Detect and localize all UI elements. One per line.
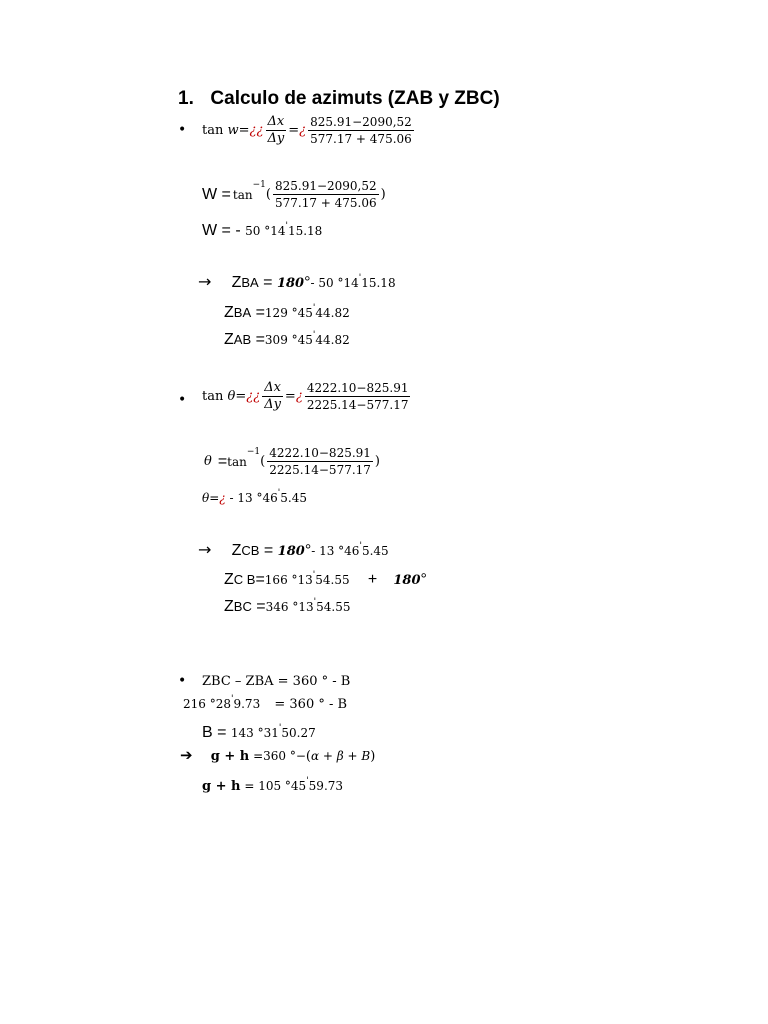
numerator: 825.91−2090,52 (310, 115, 412, 129)
denominator: 2225.14−577.17 (306, 398, 409, 412)
minute-mark: ' (359, 541, 362, 552)
equals-sign: = (238, 123, 250, 138)
delta-fraction (262, 380, 283, 413)
zcb-value-line (224, 569, 427, 589)
seconds: 15.18 (287, 224, 323, 238)
delta-x: Δx (264, 380, 281, 395)
degrees-minutes: - 13 °46 (311, 544, 360, 558)
placeholder-glyph: ¿ (219, 491, 226, 505)
placeholder-glyph: ¿¿ (246, 389, 261, 404)
gh-rhs: =360 °− (249, 749, 306, 763)
tan-fn: tan (232, 187, 253, 202)
seconds: 50.27 (281, 726, 316, 740)
section-title (178, 88, 500, 110)
zbc-value-line (224, 596, 350, 616)
degrees-minutes: 166 °13 (264, 573, 313, 587)
equation-w-arctan (202, 178, 386, 211)
seconds: 44.82 (315, 333, 350, 347)
close-paren: ) (374, 454, 380, 469)
zba-value-line (224, 302, 350, 322)
z-letter: Z (224, 571, 234, 588)
var-theta: θ (202, 491, 210, 505)
z-letter: Z (224, 331, 234, 348)
delta-y: Δy (264, 397, 281, 412)
open-paren: ( (305, 749, 311, 764)
equals-sign: = (209, 491, 220, 505)
z-letter: Z (224, 598, 234, 615)
degree-symbol: ° (420, 571, 427, 588)
equation-tan-w (202, 114, 416, 147)
b-equation: ZBC – ZBA = 360 ° - B (202, 674, 351, 689)
close-paren: ) (380, 187, 386, 202)
arrow-right-icon: ➔ (180, 746, 193, 764)
equals-sign: = (251, 331, 265, 348)
tan-fn: tan (202, 123, 224, 138)
value-fraction (273, 178, 379, 211)
numerator: 4222.10−825.91 (269, 446, 371, 460)
z-letter: Z (231, 274, 242, 291)
placeholder-glyph: ¿¿ (249, 123, 264, 138)
gh-label: g + h (210, 749, 250, 764)
open-paren: ( (260, 454, 266, 469)
denominator: 577.17 + 475.06 (310, 132, 412, 146)
bullet-3: • (178, 673, 187, 689)
denominator: 577.17 + 475.06 (274, 196, 377, 210)
constant-180: 180 (276, 276, 305, 291)
var-theta: θ (227, 389, 236, 404)
degrees-minutes: 129 °45 (264, 306, 313, 320)
close-paren: ) (370, 749, 376, 764)
minute-mark: ' (278, 723, 282, 734)
delta-x: Δx (267, 114, 285, 129)
value-fraction (267, 445, 373, 478)
equals-sign: = (251, 598, 266, 615)
value-fraction (308, 114, 414, 147)
z-letter: Z (231, 542, 242, 559)
minute-mark: ' (306, 776, 309, 787)
equals-sign: = (217, 452, 228, 470)
z-letter: Z (224, 304, 234, 321)
equals-sign: = (240, 779, 259, 793)
z-subscript: AB (233, 332, 252, 347)
var-w: w (227, 123, 239, 138)
zba-calc-line (198, 272, 396, 292)
open-paren: ( (265, 187, 271, 202)
minute-mark: ' (277, 488, 281, 499)
z-subscript: BC (233, 599, 252, 614)
minute-mark: ' (313, 597, 317, 608)
equals-sign: = (259, 542, 278, 559)
equation-tan-theta (202, 380, 412, 413)
arrow-right-icon: → (198, 540, 212, 559)
degree-symbol: ° (304, 274, 311, 291)
tan-fn: tan (202, 389, 224, 404)
gh-value-line (202, 775, 343, 794)
equation-theta-arctan (204, 445, 380, 478)
gh-label: g + h (202, 779, 241, 794)
var-theta: θ (204, 454, 212, 469)
equals-sign: = (255, 571, 265, 588)
inverse-exponent: −1 (252, 180, 266, 190)
minute-mark: ' (358, 273, 362, 284)
inverse-exponent: −1 (246, 447, 261, 457)
w-label: W = (202, 185, 231, 203)
gh-equation-line (180, 745, 375, 764)
delta-fraction (266, 114, 287, 147)
seconds: 9.73 (233, 697, 261, 711)
seconds: 54.55 (315, 573, 350, 587)
seconds: 54.55 (316, 600, 351, 614)
degree-symbol: ° (304, 542, 312, 559)
seconds: 5.45 (280, 491, 307, 505)
constant-180: 180 (277, 544, 305, 559)
degrees-minutes: 105 °45 (258, 779, 307, 793)
placeholder-glyph: ¿ (295, 389, 303, 404)
equals-sign: = (258, 274, 277, 291)
bullet-1: • (178, 122, 187, 138)
b-equation-line-2 (183, 693, 347, 712)
degrees-minutes: - 13 °46 (225, 491, 278, 505)
denominator: 2225.14−577.17 (269, 463, 371, 477)
value-fraction (305, 380, 411, 413)
minute-mark: ' (312, 570, 316, 581)
theta-value-line (202, 487, 307, 506)
numerator: 4222.10−825.91 (306, 381, 409, 395)
constant-180: 180 (393, 573, 421, 588)
section-number: 1. (178, 88, 194, 109)
degrees-minutes: 309 °45 (264, 333, 313, 347)
equals-sign: = (251, 304, 265, 321)
zcb-calc-line (198, 540, 389, 560)
degrees-minutes: - 50 °14 (310, 276, 359, 290)
seconds: 59.73 (308, 779, 344, 793)
seconds: 15.18 (361, 276, 396, 290)
delta-y: Δy (267, 131, 285, 146)
equation-rhs: = 360 ° - B (274, 697, 348, 712)
seconds: 5.45 (361, 544, 389, 558)
minute-mark: ' (312, 303, 316, 314)
equals-sign: = (288, 123, 300, 138)
bullet-2: • (178, 392, 187, 408)
b-value-line (202, 722, 316, 742)
tan-fn: tan (227, 454, 247, 469)
placeholder-glyph: ¿ (299, 123, 307, 138)
arrow-right-icon: → (198, 272, 212, 291)
plus-sign: + (367, 571, 378, 588)
seconds: 44.82 (315, 306, 350, 320)
z-subscript: BA (241, 275, 259, 290)
z-subscript: CB (241, 543, 260, 558)
minute-mark: ' (312, 330, 316, 341)
degrees-minutes: 346 °13 (265, 600, 314, 614)
degrees-minutes: 216 °28 (183, 697, 231, 711)
minute-mark: ' (285, 221, 288, 232)
degrees-minutes: 143 °31 (230, 726, 279, 740)
sum-terms: α + β + B (311, 749, 371, 763)
z-subscript: BA (233, 305, 252, 320)
minute-mark: ' (231, 694, 234, 705)
degrees-minutes: 50 °14 (245, 224, 286, 238)
equals-sign: = (284, 389, 296, 404)
numerator: 825.91−2090,52 (274, 179, 377, 193)
w-value-line (202, 220, 322, 240)
section-title-text: Calculo de azimuts (ZAB y ZBC) (210, 88, 500, 109)
zab-value-line (224, 329, 350, 349)
equals-sign: = (235, 389, 247, 404)
b-label: B = (202, 724, 231, 741)
z-subscript: C B (233, 572, 256, 587)
w-label: W = - (202, 222, 246, 239)
